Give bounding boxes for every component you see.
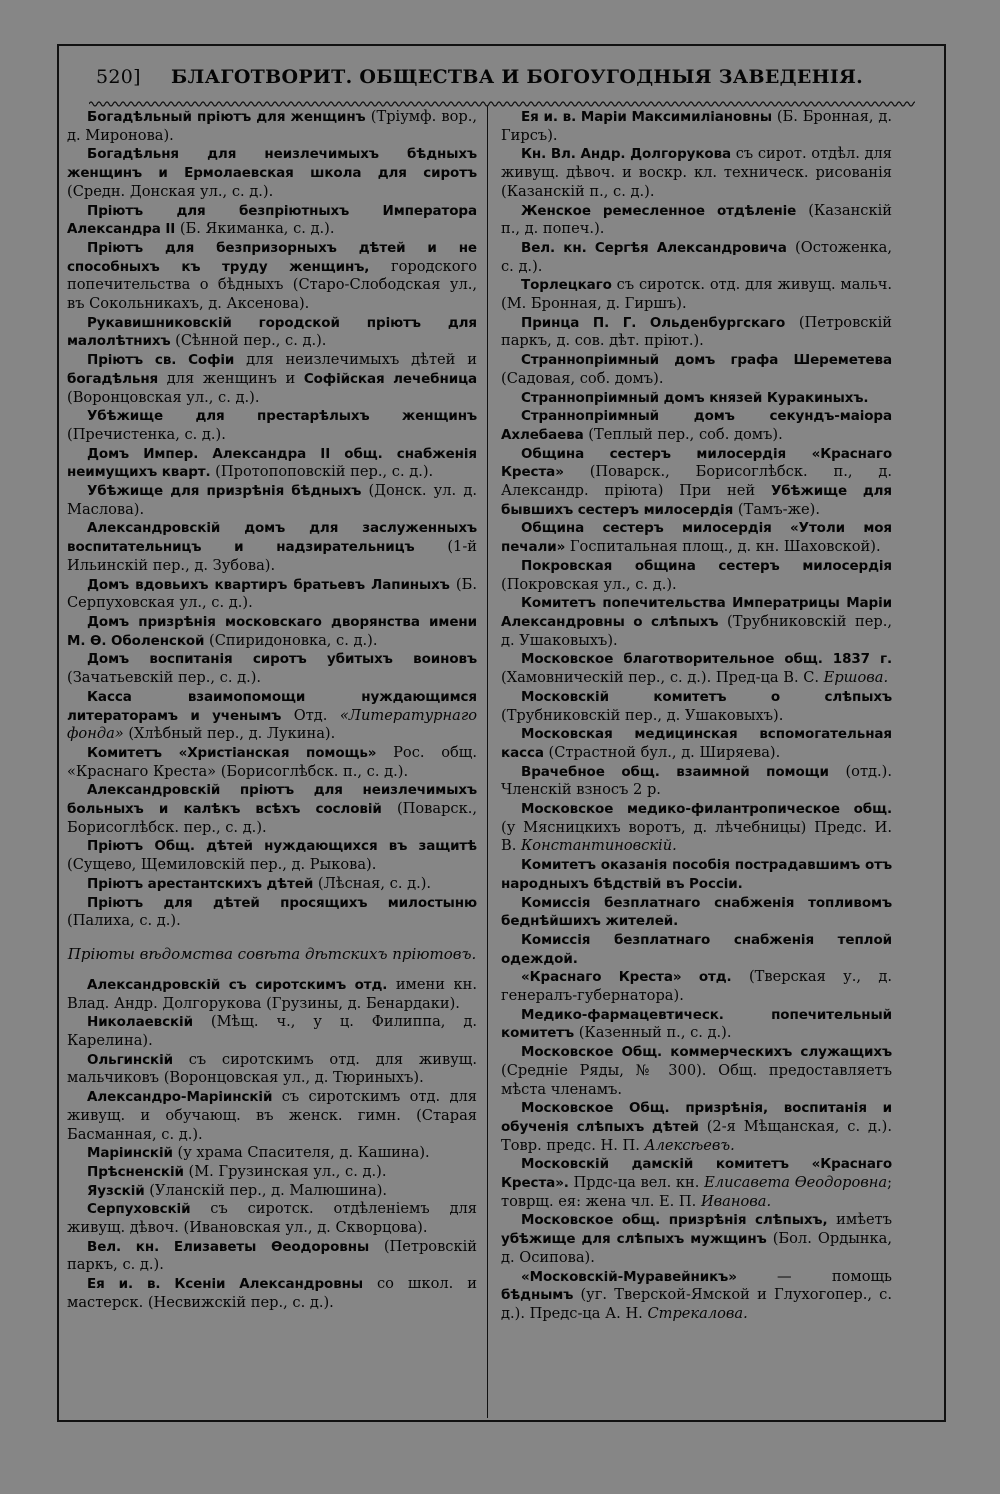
entry-name: Врачебное общ. взаимной помощи — [521, 763, 829, 780]
directory-entry — [501, 445, 892, 520]
entry-name: Кн. Вл. Андр. Долгорукова — [521, 146, 732, 163]
entry-details: имѣетъ — [827, 1211, 892, 1229]
directory-entry — [501, 968, 892, 1005]
directory-entry — [501, 1043, 892, 1099]
entry-details: городского попечительства о бѣдныхъ (Старо-Слободская ул., въ Сокольникахъ, д. Аксенова). — [67, 257, 478, 313]
wavy-rule — [89, 100, 915, 108]
entry-details: съ сиротск. отд. для живущ. мальч. (М. Бронная, д. Гиршъ). — [501, 276, 892, 313]
entry-details: (Садовая, соб. домъ). — [501, 369, 664, 387]
directory-entry — [67, 1200, 477, 1237]
entry-name: Комитетъ «Христіанская помощь» — [87, 744, 377, 761]
entry-name: Московскій дамскій комитетъ «Краснаго Креста». — [501, 1156, 892, 1192]
entry-name: Московское общ. призрѣнія слѣпыхъ, — [521, 1212, 828, 1229]
directory-entry — [67, 875, 477, 894]
entry-name: Убѣжище для призрѣнія бѣдныхъ — [87, 483, 362, 500]
directory-entry — [501, 557, 892, 594]
directory-entry — [67, 1088, 477, 1144]
directory-entry — [501, 407, 892, 444]
directory-entry — [501, 519, 892, 556]
entry-name: Страннопріимный домъ князей Куракиныхъ. — [521, 389, 869, 406]
entry-details: съ сиротскимъ отд. для живущ. мальчиковъ (Воронцовская ул., д. Тюриныхъ). — [67, 1050, 477, 1087]
entry-details: (Петровскій паркъ, с. д.). — [67, 1237, 477, 1274]
running-title: БЛАГОТВОРИТ. ОБЩЕСТВА И БОГОУГОДНЫЯ ЗАВЕДЕНІЯ. — [171, 66, 864, 88]
directory-entry — [67, 688, 477, 744]
directory-entry — [67, 482, 477, 519]
directory-entry — [501, 314, 892, 351]
directory-entry — [501, 688, 892, 725]
entry-details: (1-й Ильинскій пер., д. Зубова). — [67, 538, 477, 574]
entry-name: бѣднымъ — [501, 1287, 574, 1304]
entry-name: Московское Общ. призрѣнія, воспитанія и обученія слѣпыхъ дѣтей — [501, 1100, 892, 1135]
directory-entry — [67, 519, 477, 575]
person-name: Алексѣевъ. — [644, 1136, 735, 1154]
column-separator — [487, 106, 488, 1418]
entry-name: Вел. кн. Сергѣя Александровича — [521, 239, 787, 256]
entry-details: (Мѣщ. ч., у ц. Филиппа, д. Карелина). — [67, 1013, 477, 1050]
entry-name: «Краснаго Креста» отд. — [521, 969, 732, 986]
entry-name: Пріютъ для дѣтей просящихъ милостыню — [87, 894, 477, 911]
entry-name: Московская медицинская вспомогательная касса — [501, 726, 892, 761]
entry-details: (Тріумф. вор., д. Миронова). — [67, 108, 477, 144]
entry-name: Прѣсненскій — [87, 1163, 184, 1180]
directory-entry — [501, 1006, 892, 1043]
entry-details: Отд. — [281, 706, 340, 724]
entry-name: Серпуховскій — [87, 1201, 191, 1218]
directory-entry — [501, 894, 892, 931]
entry-name: Александро-Маріинскій — [87, 1089, 273, 1106]
directory-entry — [67, 1013, 477, 1050]
directory-entry — [501, 931, 892, 968]
directory-entry — [501, 145, 892, 201]
entry-details: (Донск. ул. д. Маслова). — [67, 482, 477, 518]
entry-name: Община сестеръ милосердія «Утоли моя печали» — [501, 520, 892, 556]
entry-name: Домъ Импер. Александра II общ. снабженія неимущихъ кварт. — [67, 445, 477, 481]
entry-details: (Воронцовская ул., с. д.). — [67, 388, 260, 406]
entry-details: (Поварск., Борисоглѣбск. пер., с. д.). — [67, 800, 477, 836]
entry-details: (Бол. Ордынка, д. Осипова). — [501, 1230, 892, 1266]
entry-name: Пріютъ для безпризорныхъ дѣтей и не способныхъ къ труду женщинъ, — [67, 239, 477, 275]
entry-name: богадѣльня — [67, 370, 159, 387]
directory-entry — [67, 1238, 477, 1275]
entry-details: (Б. Бронная, д. Гирсъ). — [501, 108, 893, 144]
entry-name: Домъ воспитанія сиротъ убитыхъ воиновъ — [87, 651, 477, 668]
left-column — [67, 108, 477, 1313]
directory-entry — [501, 800, 892, 856]
entry-name: Александровскій пріютъ для неизлечимыхъ больныхъ и калѣкъ всѣхъ сословій — [67, 782, 477, 818]
directory-entry — [67, 744, 477, 781]
person-name: Елисавета Ѳеодоровна — [704, 1174, 888, 1192]
entry-details: (Б. Серпуховская ул., с. д.). — [67, 575, 477, 612]
entry-details: (Трубниковскій пер., д. Ушаковыхъ). — [501, 706, 784, 724]
entry-details: Рос. общ. «Краснаго Креста» (Борисоглѣбск. п., с. д.). — [67, 743, 477, 780]
entry-details: (уг. Тверской-Ямской и Глухогопер., с. д.). Предс-ца А. Н. — [501, 1286, 892, 1322]
directory-entry — [501, 763, 892, 800]
entry-name: Страннопріимный домъ секундъ-маіора Ахлебаева — [501, 408, 892, 443]
entry-details: (Страстной бул., д. Ширяева). — [543, 743, 781, 761]
entry-details: (Трубниковскій пер., д. Ушаковыхъ). — [501, 612, 892, 649]
directory-entry — [501, 351, 892, 388]
entry-details: (у храма Спасителя, д. Кашина). — [172, 1144, 430, 1162]
directory-entry — [67, 351, 477, 407]
entry-name: Покровская община сестеръ милосердія — [521, 557, 892, 574]
directory-entry — [67, 314, 477, 351]
entry-details: (Петровскій паркъ, д. сов. дѣт. пріют.). — [501, 313, 892, 350]
directory-entry — [67, 613, 477, 650]
entry-details: (Палиха, с. д.). — [67, 912, 181, 930]
entry-name: Убѣжище для бывшихъ сестеръ милосердія — [501, 483, 892, 518]
directory-entry — [67, 781, 477, 837]
directory-entry — [501, 1211, 892, 1267]
entry-name: Комиссія безплатнаго снабженія топливомъ беднѣйшихъ жителей. — [501, 894, 892, 930]
directory-entry — [501, 650, 892, 687]
entry-details: (отд.). Членскій взносъ 2 р. — [501, 762, 893, 799]
person-name: «Литературнаго фонда» — [67, 706, 477, 743]
entry-details: (Покровская ул., с. д.). — [501, 575, 677, 593]
directory-entry — [501, 1155, 892, 1211]
directory-entry — [67, 239, 477, 314]
directory-entry — [501, 276, 892, 313]
entry-details: съ сиротскимъ отд. для живущ. и обучающ. въ женск. гимн. (Старая Басманная, с. д.). — [67, 1088, 477, 1143]
directory-entry — [67, 1275, 477, 1312]
entry-details: (Протопоповскій пер., с. д.). — [210, 463, 434, 481]
right-column — [501, 108, 892, 1324]
entry-details: съ сирот. отдѣл. для живущ. дѣвоч. и воскр. кл. техническ. рисованія (Казанскій п., с. д.). — [501, 145, 892, 200]
directory-entry — [67, 202, 477, 239]
entry-name: Ея и. в. Ксеніи Александровны — [87, 1276, 364, 1293]
directory-entry — [501, 594, 892, 650]
entry-name: Ея и. в. Маріи Максимиліановны — [521, 109, 772, 125]
entry-details: (2-я Мѣщанская, с. д.). Товр. предс. Н. П. — [501, 1117, 892, 1154]
entry-name: Торлецкаго — [521, 277, 612, 294]
entry-details: (Сущево, Щемиловскій пер., д. Рыкова). — [67, 856, 377, 874]
directory-entry — [501, 108, 892, 145]
entry-details: Госпитальная площ., д. кн. Шаховской). — [565, 538, 881, 556]
entry-name: Комитетъ попечительства Императрицы Маріи Александровны о слѣпыхъ — [501, 595, 892, 630]
entry-name: Женское ремесленное отдѣленіе — [521, 202, 797, 219]
entry-name: Домъ вдовьихъ квартиръ братьевъ Лапиныхъ — [87, 576, 450, 593]
person-name: Константиновскій. — [521, 837, 677, 855]
entry-details: (Тверская у., д. генералъ-губернатора). — [501, 968, 892, 1005]
directory-entry — [501, 725, 892, 762]
person-name: Ершова. — [823, 669, 889, 687]
entry-name: Пріютъ св. Софіи — [87, 352, 235, 369]
entry-details: для женщинъ и — [158, 369, 304, 387]
entry-name: Медико-фармацевтическ. попечительный комитетъ — [501, 1006, 892, 1042]
entry-details: ; товрщ. ея: жена чл. Е. П. — [501, 1174, 892, 1210]
entry-name: Рукавишниковскій городской пріютъ для малолѣтнихъ — [67, 314, 477, 350]
entry-details: (Средн. Донская ул., с. д.). — [67, 182, 274, 200]
entry-name: «Московскій-Муравейникъ» — [521, 1268, 737, 1285]
entry-details: со школ. и мастерск. (Несвижскій пер., с. д.). — [67, 1275, 478, 1311]
entry-details: (Пречистенка, с. д.). — [67, 425, 226, 443]
entry-details: (Поварск., Борисоглѣбск. п., д. Александр. пріюта) При ней — [501, 463, 892, 500]
entry-name: Пріютъ для безпріютныхъ Императора Александра II — [67, 202, 477, 238]
entry-name: Касса взаимопомощи нуждающимся литераторамъ и ученымъ — [67, 688, 477, 724]
entry-name: Богадѣльня для неизлечимыхъ бѣдныхъ женщинъ и Ермолаевская школа для сиротъ — [67, 146, 477, 182]
entry-details: (Б. Якиманка, с. д.). — [175, 220, 335, 238]
entry-name: убѣжище для слѣпыхъ мужщинъ — [501, 1231, 767, 1248]
entry-details: (Казенный п., с. д.). — [574, 1024, 732, 1042]
directory-entry — [67, 650, 477, 687]
entry-name: Убѣжище для престарѣлыхъ женщинъ — [87, 408, 477, 425]
page-number: 520] — [96, 66, 141, 88]
directory-entry — [501, 389, 892, 408]
directory-entry — [67, 145, 477, 201]
entry-name: Московское благотворительное общ. 1837 г. — [521, 651, 892, 668]
entry-name: Николаевскій — [87, 1014, 193, 1031]
entry-details: (Тамъ-же). — [733, 500, 820, 518]
entry-name: Домъ призрѣнія московскаго дворянства имени М. Ѳ. Оболенской — [67, 613, 477, 649]
page-header — [96, 66, 916, 96]
entry-name: Софійская лечебница — [303, 370, 477, 387]
entry-details: Прдс-ца вел. кн. — [568, 1174, 705, 1192]
directory-entry — [67, 894, 477, 931]
entry-name: Пріютъ арестантскихъ дѣтей — [87, 875, 314, 892]
entry-details: имени кн. Влад. Андр. Долгорукова (Грузины, д. Бенардаки). — [67, 975, 477, 1012]
directory-entry — [67, 407, 477, 444]
section-heading: Пріюты вѣдомства совѣта дѣтскихъ пріютовъ. — [67, 944, 477, 963]
entry-details: (у Мясницкихъ воротъ, д. лѣчебницы) Предс. И. В. — [501, 818, 892, 855]
entry-name: Московскій комитетъ о слѣпыхъ — [521, 688, 892, 705]
entry-name: Комиссія безплатнаго снабженія теплой одеждой. — [501, 931, 892, 967]
entry-name: Ольгинскій — [87, 1051, 173, 1068]
directory-entry — [67, 1144, 477, 1163]
entry-details: — помощь — [736, 1267, 892, 1285]
page-frame — [57, 44, 946, 1422]
entry-details: (Теплый пер., соб. домъ). — [583, 425, 783, 443]
entry-details: съ сиротск. отдѣленіемъ для живущ. дѣвоч. (Ивановская ул., д. Скворцова). — [67, 1200, 477, 1237]
entry-details: (Остоженка, с. д.). — [501, 238, 892, 275]
directory-entry — [501, 1268, 892, 1324]
directory-entry — [501, 239, 892, 276]
directory-entry — [501, 1099, 892, 1155]
entry-name: Пріютъ Общ. дѣтей нуждающихся въ защитѣ — [87, 838, 477, 855]
directory-entry — [67, 576, 477, 613]
directory-entry — [67, 837, 477, 874]
entry-name: Принца П. Г. Ольденбургскаго — [521, 314, 786, 331]
directory-entry — [67, 108, 477, 145]
entry-details: для неизлечимыхъ дѣтей и — [234, 351, 477, 369]
directory-entry — [67, 976, 477, 1013]
entry-name: Богадѣльный пріютъ для женщинъ — [87, 109, 366, 125]
directory-entry — [67, 1182, 477, 1201]
entry-details: (Хамовническій пер., с. д.). Пред-ца В. С. — [501, 669, 824, 687]
entry-details: (Казанскій п., д. попеч.). — [501, 201, 892, 238]
person-name: Иванова. — [700, 1192, 772, 1210]
entry-name: Страннопріимный домъ графа Шереметева — [521, 352, 892, 369]
entry-name: Маріинскій — [87, 1145, 173, 1162]
directory-entry — [501, 202, 892, 239]
entry-name: Вел. кн. Елизаветы Ѳеодоровны — [87, 1238, 370, 1255]
entry-name: Московское Общ. коммерческихъ служащихъ — [521, 1044, 892, 1061]
entry-name: Александровскій домъ для заслуженныхъ воспитательницъ и надзирательницъ — [67, 520, 477, 556]
entry-name: Яузскій — [87, 1182, 145, 1199]
entry-name: Московское медико-филантропическое общ. — [521, 801, 892, 818]
entry-name: Александровскій съ сиротскимъ отд. — [87, 976, 388, 993]
person-name: Стрекалова. — [647, 1305, 748, 1322]
entry-details: (Хлѣбный пер., д. Лукина). — [123, 725, 336, 743]
entry-details: (Спиридоновка, с. д.). — [204, 631, 378, 649]
entry-details: (Сѣнной пер., с. д.). — [170, 332, 327, 350]
entry-details: (М. Грузинская ул., с. д.). — [183, 1162, 387, 1180]
directory-entry — [67, 445, 477, 482]
entry-name: Комитетъ оказанія пособія пострадавшимъ отъ народныхъ бѣдствій въ Россіи. — [501, 857, 892, 892]
directory-entry — [501, 856, 892, 893]
entry-details: (Уланскій пер., д. Малюшина). — [144, 1181, 388, 1199]
entry-name: Община сестеръ милосердія «Краснаго Креста» — [501, 445, 892, 481]
directory-entry — [67, 1163, 477, 1182]
entry-details: (Лѣсная, с. д.). — [313, 874, 432, 892]
entry-details: (Зачатьевскій пер., с. д.). — [67, 669, 262, 687]
directory-entry — [67, 1051, 477, 1088]
entry-details: (Средніе Ряды, № 300). Общ. предоставляетъ мѣста членамъ. — [501, 1061, 892, 1098]
